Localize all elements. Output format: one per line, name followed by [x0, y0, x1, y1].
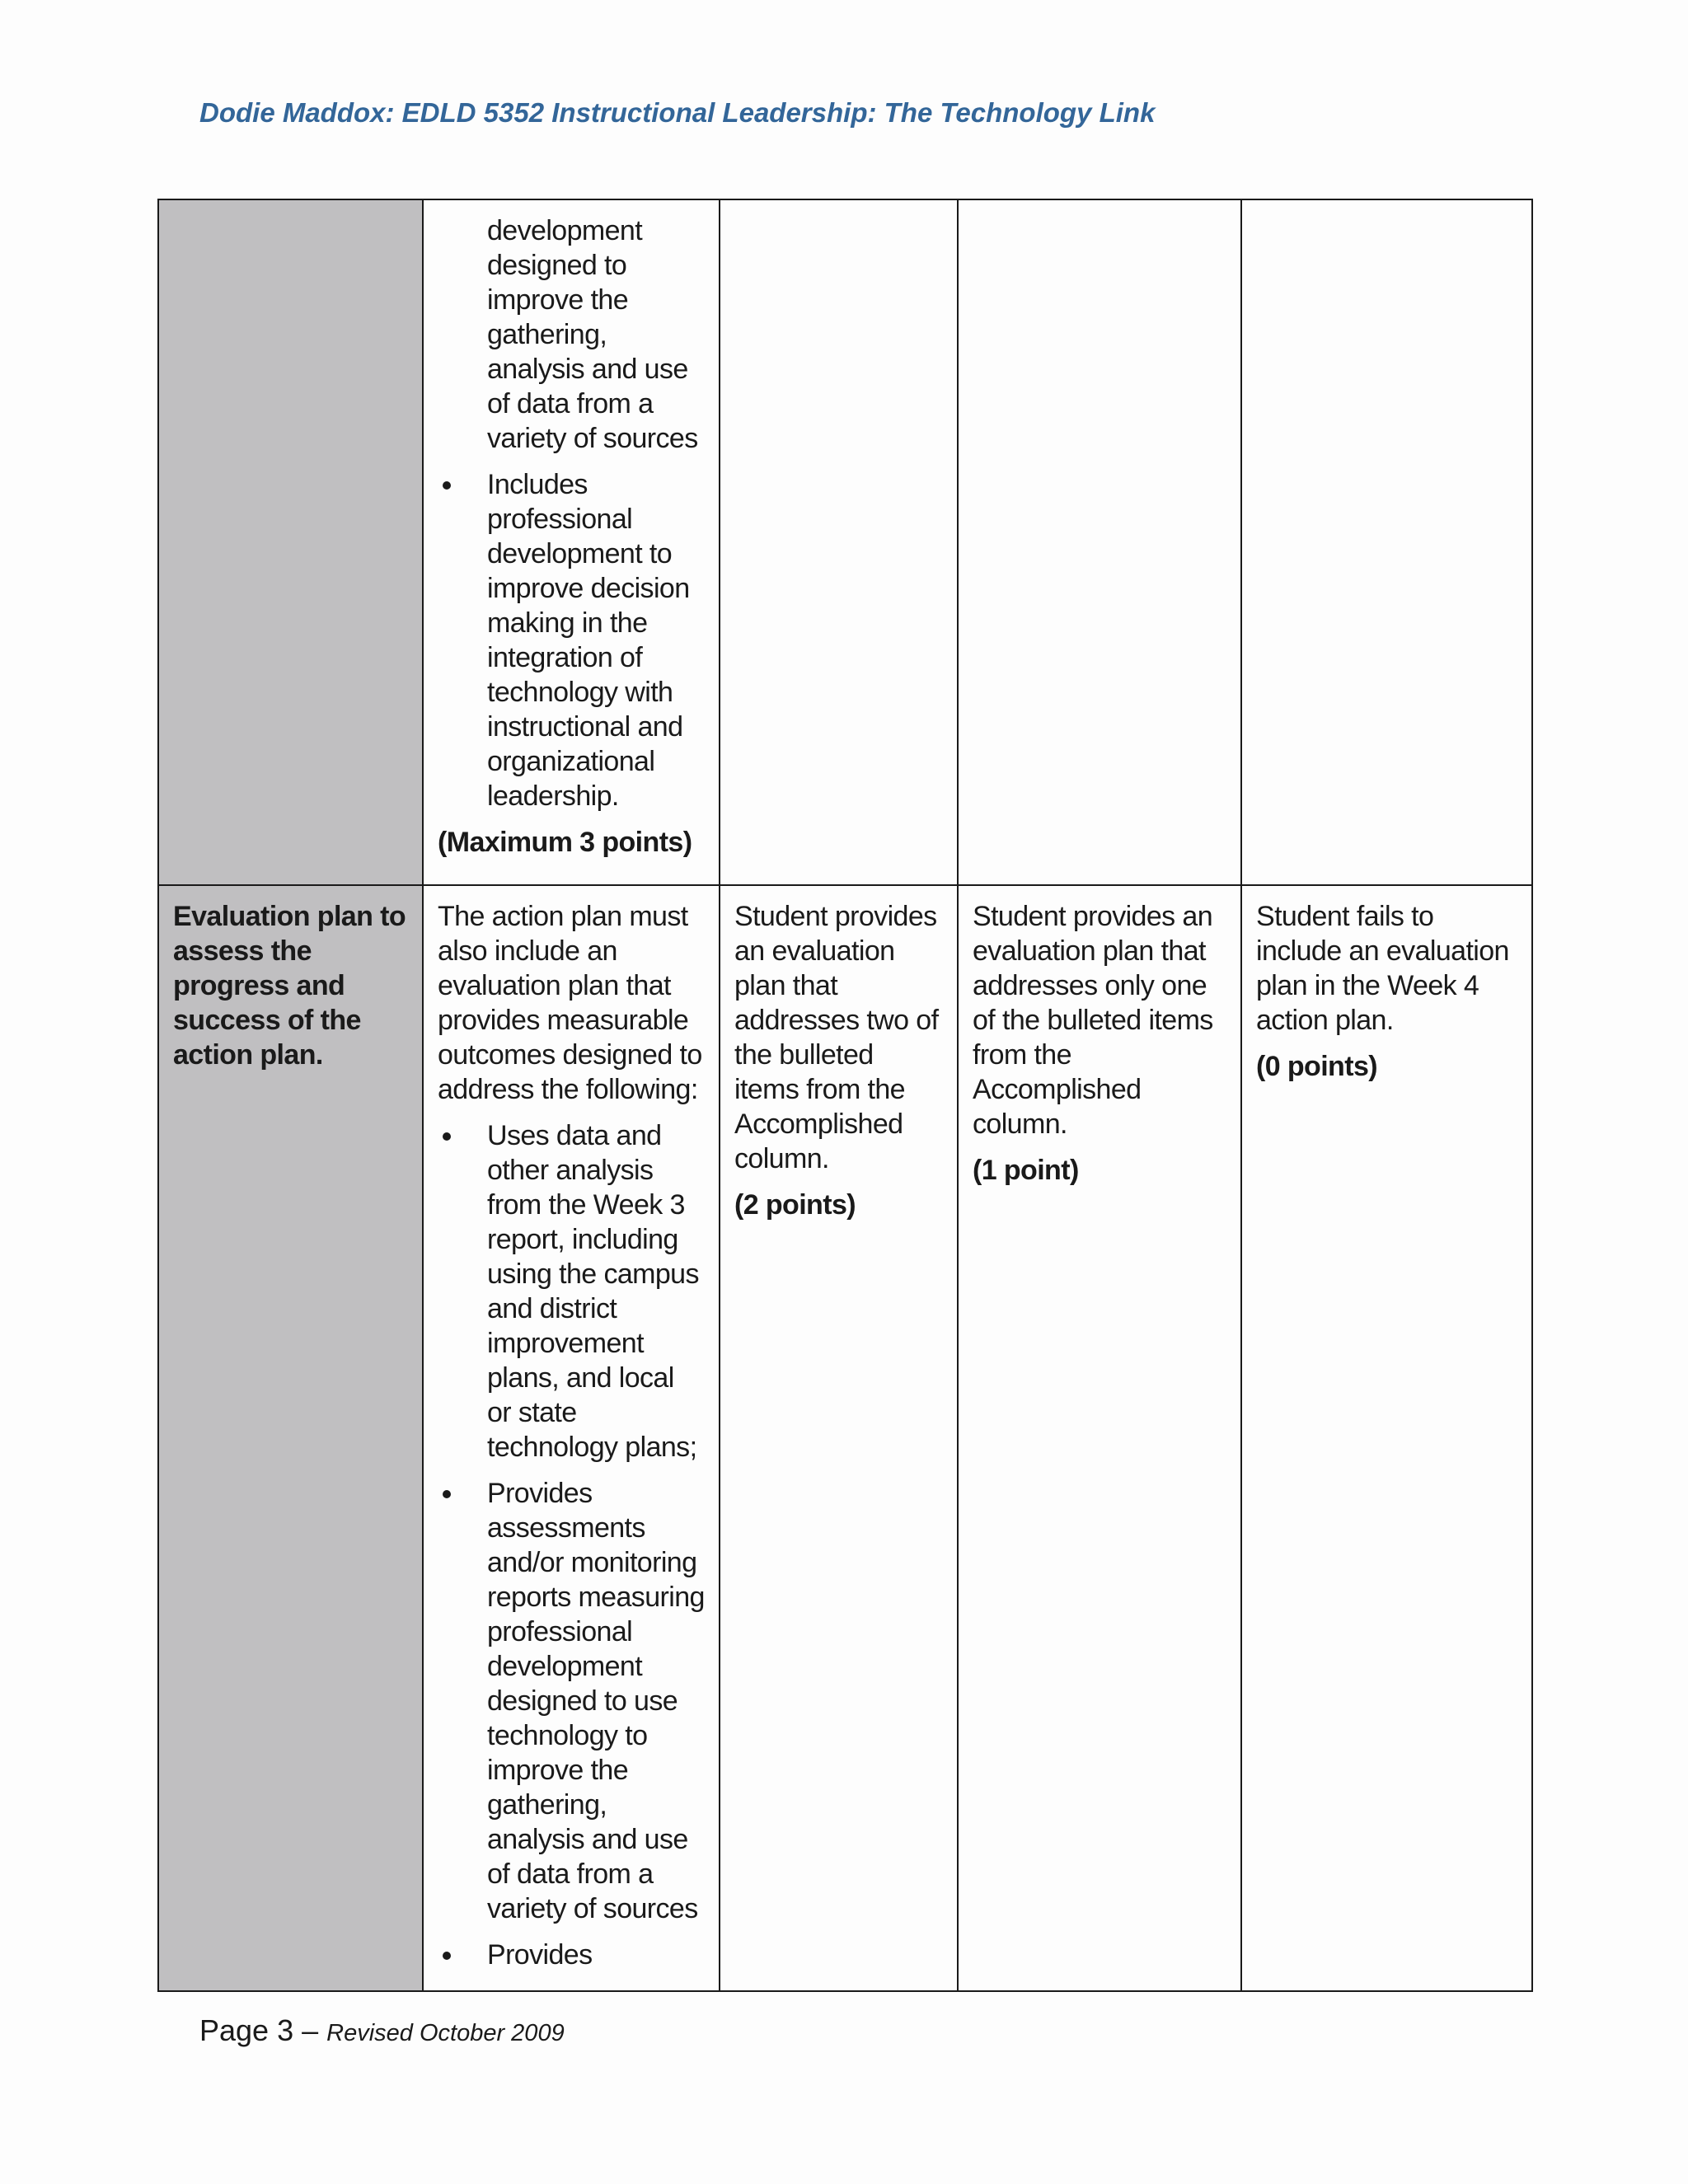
table-row [158, 199, 1532, 885]
rubric-table [157, 199, 1533, 1992]
bullet-icon [443, 1490, 451, 1498]
list-item: Includes professional development to improve decision making in the integration of technology with instructional and organizational leadership. [438, 467, 705, 813]
developing-cell [958, 885, 1241, 1991]
bullet-icon [443, 1952, 451, 1960]
continued-bullet-text: development designed to improve the gathering, analysis and use of data from a variety of sources [487, 215, 698, 454]
criterion-cell [158, 885, 423, 1991]
revision-date: Revised October 2009 [326, 2020, 565, 2046]
developing-text: Student provides an evaluation plan that addresses only one of the bulleted items from the Accomplished column. [973, 901, 1213, 1140]
accomplished-text: Student provides an evaluation plan that addresses two of the bulleted items from the Accomplished column. [734, 901, 939, 1174]
beginning-text: Student fails to include an evaluation plan in the Week 4 action plan. [1256, 901, 1509, 1036]
list-item: Provides assessments and/or monitoring reports measuring professional development designed to use technology to improve the gathering, analysis and use of data from a variety of sources [438, 1476, 705, 1926]
list-item: Uses data and other analysis from the Week 3 report, including using the campus and district improvement plans, and local or state technology plans; [438, 1118, 705, 1465]
beginning-cell [1241, 885, 1532, 1991]
developing-points: (1 point) [973, 1155, 1079, 1186]
bullet-list [438, 1118, 705, 1972]
page-footer [199, 2013, 565, 2048]
page-number: Page 3 – [199, 2013, 319, 2047]
accomplished-cell-empty [720, 199, 958, 885]
bullet-list [438, 467, 705, 813]
points-label: (Maximum 3 points) [438, 827, 692, 858]
criterion-cell-empty [158, 199, 423, 885]
exemplary-cell [423, 199, 720, 885]
exemplary-cell [423, 885, 720, 1991]
exemplary-intro: The action plan must also include an evaluation plan that provides measurable outcomes designed to address the following: [438, 901, 702, 1105]
accomplished-points: (2 points) [734, 1189, 856, 1221]
page-header-title: Dodie Maddox: EDLD 5352 Instructional Leadership: The Technology Link [199, 97, 1156, 128]
beginning-cell-empty [1241, 199, 1532, 885]
accomplished-cell [720, 885, 958, 1991]
developing-cell-empty [958, 199, 1241, 885]
bullet-icon [443, 1132, 451, 1141]
table-row [158, 885, 1532, 1991]
beginning-points: (0 points) [1256, 1051, 1377, 1082]
bullet-icon [443, 481, 451, 490]
list-item: Provides [438, 1938, 705, 1972]
criterion-label: Evaluation plan to assess the progress and success of the action plan. [173, 901, 406, 1071]
